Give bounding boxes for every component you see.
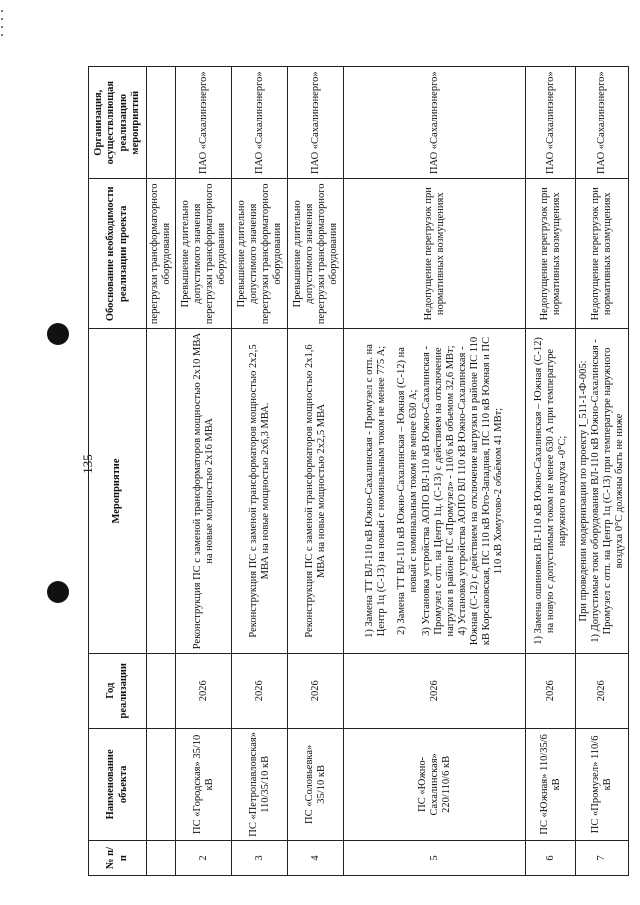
cell-object: ПС «Соловьевка» 35/10 кВ [288, 728, 344, 840]
cell-year: 2026 [344, 653, 526, 728]
measure-line: 2) Замена ТТ ВЛ-110 кВ Южно-Сахалинская – Южная (С-12) на новый с номинальным током не менее 630 А; [396, 347, 420, 635]
cell-justification: Превышение длительно допустимого значения перегрузки трансформаторного оборудования [232, 179, 288, 329]
cell-num [147, 841, 176, 876]
header-object: Наименование объекта [89, 728, 147, 840]
cell-org: ПАО «Сахалинэнерго» [176, 67, 232, 179]
cell-object: ПС «Городская» 35/10 кВ [176, 728, 232, 840]
measure-line: 3) Установка устройства АОПО ВЛ-110 кВ Южно-Сахалинская - Промузел с отп. на Центр 1ц. (С-13) с действием на отключение нагрузки в районе ПС «Промузел» - 110/6 кВ объемом 32,6 МВт; [420, 345, 456, 637]
cell-num: 3 [232, 841, 288, 876]
cell-measure [576, 329, 629, 654]
cell-object: ПС «Южная» 110/35/6 кВ [526, 728, 576, 840]
measure-line: 4) Установка устройства АОПО ВЛ 110 кВ Южно-Сахалинская - Южная (С-12) с действием на отключение нагрузки в районе ПС 110 кВ Корсаковская, ПС 110 кВ Юго-Западная, ПС 110 кВ Южная и ПС 110 кВ Хомутово-2 объёмом 41 МВт; [456, 336, 504, 646]
cell-justification: Превышение длительно допустимого значения перегрузки трансформаторного оборудования [288, 179, 344, 329]
punch-hole-bottom [47, 581, 69, 603]
cell-org: ПАО «Сахалинэнерго» [232, 67, 288, 179]
table-row [344, 67, 526, 876]
table-row [576, 67, 629, 876]
cell-year: 2026 [576, 653, 629, 728]
cell-justification: Недопущение перегрузок при нормативных возмущениях [526, 179, 576, 329]
table-row [526, 67, 576, 876]
table-header-row [89, 67, 147, 876]
scan-edge-marks [0, 0, 6, 905]
cell-measure: Реконструкция ПС с заменой трансформаторов мощностью 2х10 МВА на новые мощностью 2х16 МВА [176, 329, 232, 654]
header-justification: Обоснование необходимости реализации проекта [89, 179, 147, 329]
cell-num: 5 [344, 841, 526, 876]
cell-num: 7 [576, 841, 629, 876]
cell-num: 2 [176, 841, 232, 876]
cell-justification: Превышение длительно допустимого значения перегрузки трансформаторного оборудования [176, 179, 232, 329]
cell-num: 6 [526, 841, 576, 876]
cell-measure: Реконструкция ПС с заменой трансформаторов мощностью 2х2,5 МВА на новые мощностью 2х6,3 МВА. [232, 329, 288, 654]
table-container [88, 66, 624, 876]
cell-year [147, 653, 176, 728]
cell-justification: Недопущение перегрузок при нормативных возмущениях [344, 179, 526, 329]
cell-org: ПАО «Сахалинэнерго» [288, 67, 344, 179]
cell-org: ПАО «Сахалинэнерго» [526, 67, 576, 179]
cell-object: ПС «Южно-Сахалинская» 220/110/6 кВ [344, 728, 526, 840]
header-num: № п/п [89, 841, 147, 876]
cell-measure: 1) Замена ошиновки ВЛ-110 кВ Южно-Сахалинская – Южная (С-12) на новую с допустимым током не менее 630 А при температуре наружного воздуха -0°С; [526, 329, 576, 654]
measure-line: При проведении модернизации по проекту I_511-1-Ф-005: [578, 360, 590, 622]
cell-num: 4 [288, 841, 344, 876]
table-row-continuation [147, 67, 176, 876]
cell-org [147, 67, 176, 179]
cell-measure: Реконструкция ПС с заменой трансформаторов мощностью 2х1,6 МВА на новые мощностью 2х2,5 МВА [288, 329, 344, 654]
cell-object: ПС «Петропавловская» 110/35/10 кВ [232, 728, 288, 840]
cell-justification: Недопущение перегрузок при нормативных возмущениях [576, 179, 629, 329]
cell-measure [147, 329, 176, 654]
cell-org: ПАО «Сахалинэнерго» [576, 67, 629, 179]
page-number: 135 [79, 454, 95, 474]
cell-measure [344, 329, 526, 654]
cell-year: 2026 [176, 653, 232, 728]
cell-year: 2026 [232, 653, 288, 728]
table-row [288, 67, 344, 876]
table-row [232, 67, 288, 876]
measures-table [88, 66, 629, 876]
measure-line: 1) Допустимые токи оборудования ВЛ-110 кВ Южно-Сахалинская - Промузел с отп. на Центр 1ц (С-13) при температуре наружного воздуха 0°С должны быть не ниже [590, 339, 626, 643]
cell-object: ПС «Промузел» 110/6 кВ [576, 728, 629, 840]
cell-object [147, 728, 176, 840]
cell-justification: перегрузки трансформаторного оборудования [147, 179, 176, 329]
cell-org: ПАО «Сахалинэнерго» [344, 67, 526, 179]
measure-line: 1) Замена ТТ ВЛ-110 кВ Южно-Сахалинская - Промузел с отп. на Центр 1ц (С-13) на новый с номинальным током не менее 775 А; [364, 344, 388, 638]
table-row [176, 67, 232, 876]
punch-hole-top [47, 323, 69, 345]
header-org: Организация, осуществляющая реализацию мероприятий [89, 67, 147, 179]
header-year: Год реализации [89, 653, 147, 728]
cell-year: 2026 [288, 653, 344, 728]
cell-year: 2026 [526, 653, 576, 728]
header-measure: Мероприятие [89, 329, 147, 654]
